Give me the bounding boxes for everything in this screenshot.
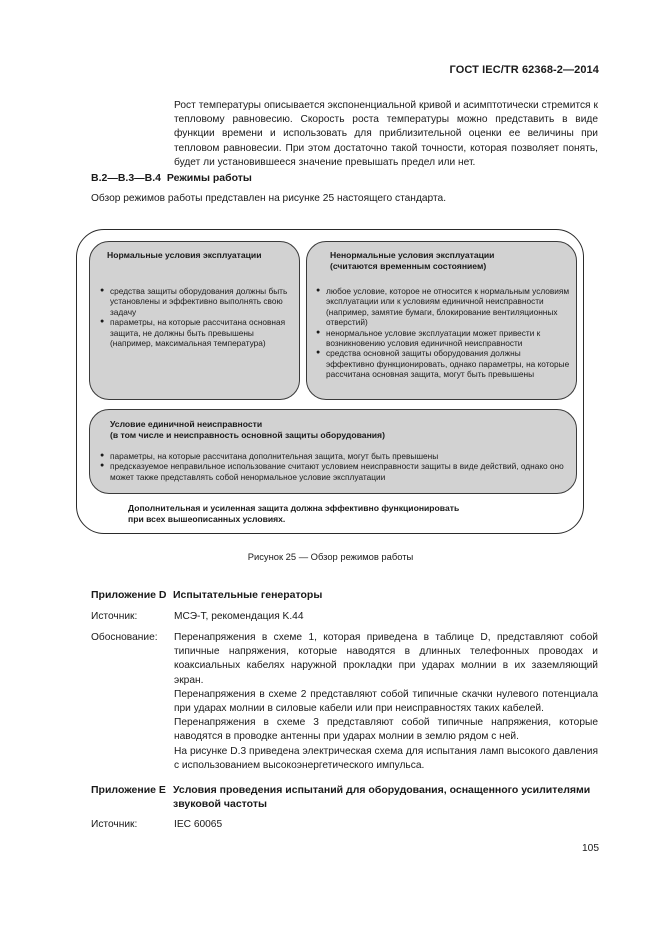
paragraph-temperature: Рост температуры описывается экспоненциальной кривой и асимптотически стремится к тепловому равновесию. Скорость роста температуры можно представить в виде функции времени и использовать для приблизительной оценки ее величины при тепловом равновесии. При этом достаточно такой точности, которая позволяет понять, будет ли установившееся значение превышать предел или нет. (174, 100, 598, 168)
rationale-paragraph: Перенапряжения в схеме 3 представляют собой типичные напряжения, которые наводятся в проводке антенны при ударах молнии в землю рядом с ней. (174, 717, 598, 743)
rationale-text (174, 631, 598, 773)
abnormal-title-line1: Ненормальные условия эксплуатации (330, 250, 495, 260)
list-item: ● ненормальное условие эксплуатации может привести к возникновению условия единичной неисправности (316, 328, 570, 349)
single-fault-list (100, 451, 568, 482)
single-fault-title-line2: (в том числе и неисправность основной защиты оборудования) (110, 430, 385, 440)
abnormal-conditions-list (316, 286, 570, 380)
annex-d-title: Испытательные генераторы (173, 589, 323, 601)
rationale-label: Обоснование: (91, 632, 158, 643)
normal-conditions-list (100, 286, 290, 348)
source-value: IEC 60065 (174, 819, 223, 830)
section-heading (91, 172, 252, 184)
document-header-id: ГОСТ IEC/TR 62368-2—2014 (449, 64, 599, 76)
rationale-paragraph: На рисунке D.3 приведена электрическая схема для испытания ламп высокого давления с использованием высокоэнергетического импульса. (174, 745, 598, 771)
section-number: B.2—B.3—B.4 (91, 172, 162, 184)
list-item: ● параметры, на которые рассчитана дополнительная защита, могут быть превышены (100, 451, 568, 461)
source-label: Источник: (91, 819, 138, 830)
list-item: ● параметры, на которые рассчитана основная защита, не должны быть превышены (например, максимальная температура) (100, 317, 290, 348)
normal-conditions-title: Нормальные условия эксплуатации (107, 250, 262, 260)
list-item: ● средства основной защиты оборудования должны эффективно функционировать, однако параметры, на которые рассчитана основная защита, могут быть превышены (316, 348, 570, 379)
additional-protection-note (128, 503, 459, 525)
source-label: Источник: (91, 611, 138, 622)
list-item: ● любое условие, которое не относится к нормальным условиям эксплуатации или к условиям единичной неисправности (например, замятие бумаги, блокирование вентиляционных отверстий) (316, 286, 570, 328)
list-item: ● предсказуемое неправильное использование считают условием неисправности защиты в виде действий, однако оно может также представлять собой ненормальное условие эксплуатации (100, 461, 568, 482)
figure-caption: Рисунок 25 — Обзор режимов работы (247, 551, 414, 562)
section-title: Режимы работы (166, 172, 252, 184)
rationale-paragraph: Перенапряжения в схеме 2 представляют собой типичные скачки нулевого потенциала при ударах молнии в силовые кабели или при неисправностях таких кабелей. (174, 688, 598, 715)
note-line2: при всех вышеописанных условиях. (128, 514, 286, 525)
annex-e-title: Условия проведения испытаний для оборудования, оснащенного усилителями звуковой частоты (173, 784, 591, 810)
source-value: МСЭ-Т, рекомендация K.44 (174, 611, 304, 622)
single-fault-title-line1: Условие единичной неисправности (110, 419, 263, 429)
page-number: 105 (582, 843, 599, 854)
section-intro: Обзор режимов работы представлен на рисунке 25 настоящего стандарта. (91, 193, 447, 204)
annex-e-label: Приложение E (91, 784, 166, 796)
single-fault-title (110, 419, 385, 441)
abnormal-conditions-title (330, 250, 494, 272)
rationale-paragraph: Перенапряжения в схеме 1, которая приведена в таблице D, представляют собой типичные напряжения, которые наводятся в длинных телефонных проводах и коаксиальных кабелях наружной прокладки при ударах молнии в их заземляющий экран. (174, 632, 598, 686)
abnormal-title-line2: (считаются временным состоянием) (330, 261, 487, 271)
list-item: ● средства защиты оборудования должны быть установлены и эффективно выполнять свою задачу (100, 286, 290, 317)
annex-d-label: Приложение D (91, 589, 167, 601)
note-line1: Дополнительная и усиленная защита должна эффективно функционировать (128, 503, 460, 513)
